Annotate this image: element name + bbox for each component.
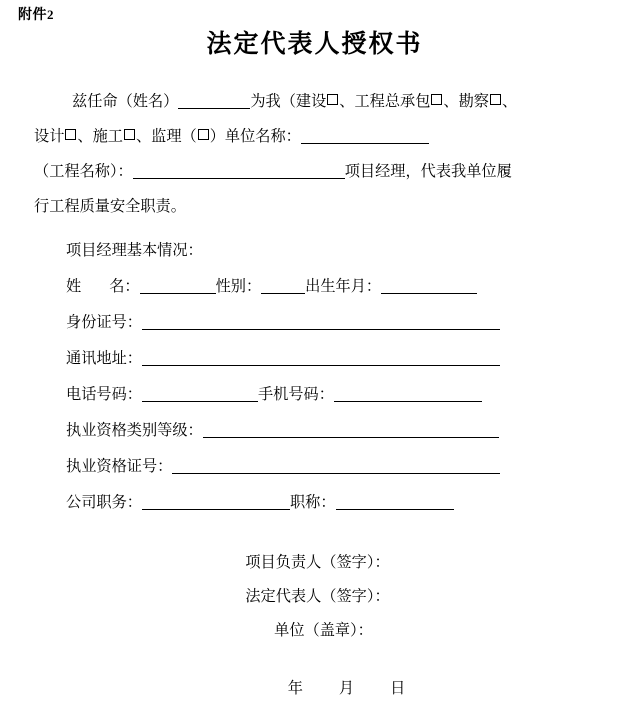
date-month: 月 — [338, 679, 355, 697]
para1-seg9: ）单位名称： — [209, 127, 301, 145]
checkbox-design-icon — [65, 129, 76, 140]
para1-seg3: 、工程总承包 — [339, 92, 431, 110]
label-id: 身份证号： — [66, 313, 142, 331]
manager-info-block — [34, 232, 600, 520]
para1-seg5: 、 — [501, 92, 518, 110]
label-qualification-number: 执业资格证号： — [66, 457, 173, 475]
label-phone: 电话号码： — [66, 385, 142, 403]
field-row-qualification-number — [34, 448, 600, 484]
para1-seg10: （工程名称）： — [34, 162, 133, 180]
paragraph-line-2 — [34, 119, 600, 154]
signature-legal-representative: 法定代表人（签字）： — [245, 587, 390, 605]
blank-unit-name — [301, 127, 429, 144]
blank-qualification-grade-value — [203, 421, 499, 438]
paragraph-line-3 — [34, 154, 600, 189]
field-row-name — [34, 268, 600, 304]
label-birth: 出生年月： — [305, 277, 382, 295]
paragraph-line-1 — [34, 84, 600, 119]
blank-name-value — [140, 277, 216, 294]
field-row-qualification-grade — [34, 412, 600, 448]
blank-gender-value — [261, 277, 305, 294]
para1-seg2: 为我（建设 — [250, 92, 327, 110]
blank-mobile-value — [334, 385, 482, 402]
label-title: 职称： — [289, 493, 336, 511]
signature-company-seal: 单位（盖章）： — [274, 621, 373, 639]
blank-address-value — [142, 349, 500, 366]
para1-seg11: 项目经理，代表我单位履 — [344, 162, 512, 180]
signature-project-leader: 项目负责人（签字）： — [245, 553, 390, 571]
blank-title-value — [336, 493, 454, 510]
checkbox-construction-icon — [327, 94, 338, 105]
blank-position-value — [142, 493, 290, 510]
attachment-text: 附件 — [18, 7, 47, 23]
attachment-number: 2 — [47, 7, 54, 22]
body-paragraphs — [34, 84, 600, 224]
field-row-id — [34, 304, 600, 340]
date-year: 年 — [287, 679, 303, 697]
signature-block — [0, 545, 629, 647]
field-row-position — [34, 484, 600, 520]
checkbox-survey-icon — [490, 94, 501, 105]
date-line — [0, 677, 629, 698]
blank-name — [178, 92, 250, 109]
page-title: 法定代表人授权书 — [206, 29, 423, 58]
checkbox-supervision-icon — [198, 129, 209, 140]
label-name-a: 姓 — [66, 277, 82, 295]
blank-id-value — [142, 313, 500, 330]
section-label: 项目经理基本情况： — [66, 241, 203, 259]
field-row-phone — [34, 376, 600, 412]
blank-qualification-number-value — [172, 457, 500, 474]
blank-project-name — [133, 162, 345, 179]
paragraph-line-4 — [34, 189, 600, 224]
para1-seg1: 兹任命（姓名） — [72, 92, 179, 110]
para1-seg6: 设计 — [34, 127, 65, 145]
para1-seg12: 行工程质量安全职责。 — [34, 197, 186, 215]
para1-seg8: 、监理（ — [135, 127, 197, 145]
label-qualification-grade: 执业资格类别等级： — [66, 421, 203, 439]
field-row-address — [34, 340, 600, 376]
date-day: 日 — [390, 679, 406, 697]
label-gender: 性别： — [215, 277, 262, 295]
para1-seg7: 、施工 — [77, 127, 123, 145]
label-mobile: 手机号码： — [257, 385, 334, 403]
checkbox-build-icon — [124, 129, 135, 140]
label-position: 公司职务： — [66, 493, 142, 511]
attachment-label — [18, 4, 54, 24]
blank-birth-value — [381, 277, 477, 294]
checkbox-epc-icon — [431, 94, 442, 105]
blank-phone-value — [142, 385, 258, 402]
label-address: 通讯地址： — [66, 349, 142, 367]
para1-seg4: 、勘察 — [443, 92, 489, 110]
label-name-b: 名： — [109, 277, 140, 295]
